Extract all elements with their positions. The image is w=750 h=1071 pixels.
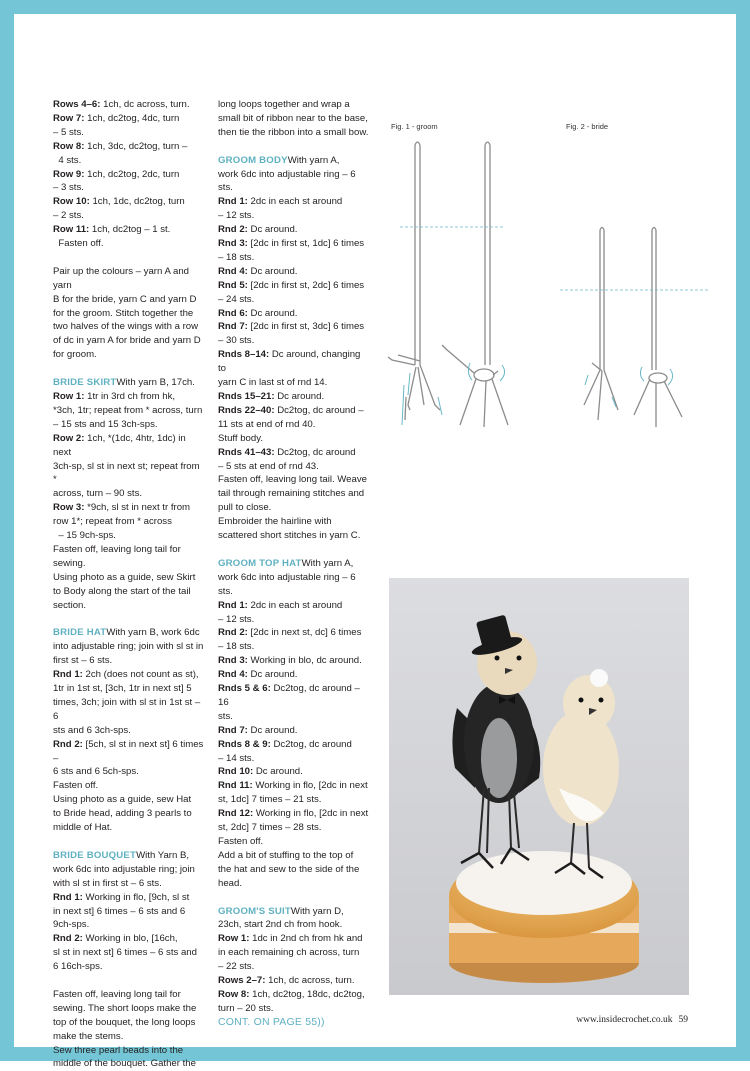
instruction-line: Rnd 6: Dc around. <box>218 307 298 319</box>
instruction-line: Row 7: 1ch, dc2tog, 4dc, turn – 5 sts. <box>53 112 180 138</box>
paragraph: Stuff body. <box>218 432 263 444</box>
paragraph: long loops together and wrap a small bit of ribbon near to the base, then tie the ribbon into a small bow. <box>218 99 369 138</box>
instruction-line: Rnds 41–43: Dc2tog, dc around – 5 sts at end of rnd 43. <box>218 446 356 472</box>
groom-wire-straight <box>388 142 440 420</box>
instruction-line: Rnd 2: Dc around. <box>218 224 298 236</box>
instruction-line: Rnd 10: Dc around. <box>218 766 303 778</box>
page-footer <box>576 1015 688 1025</box>
instruction-line: Rnd 1: 2dc in each st around – 12 sts. <box>218 599 343 625</box>
instruction-line: Rnds 8–14: Dc around, changing to yarn C in last st of rnd 14. <box>218 349 361 389</box>
instruction-line: Rnd 1: Working in flo, [9ch, sl st in next st] 6 times – 6 sts and 6 9ch-sps. <box>53 891 190 931</box>
arrow-icon <box>668 369 673 385</box>
arrow-icon <box>402 385 404 425</box>
instruction-line: Rnds 22–40: Dc2tog, dc around – 11 sts at end of rnd 40. <box>218 404 364 430</box>
section-heading: BRIDE BOUQUETWith Yarn B, work 6dc into adjustable ring; join with sl st in first st – 6 sts. <box>53 849 195 889</box>
column-2 <box>218 98 370 1030</box>
paragraph: Using photo as a guide, sew Skirt to Body along the start of the tail section. <box>53 571 196 611</box>
instruction-line: Rnd 7: [2dc in first st, 3dc] 6 times – 30 sts. <box>218 321 365 347</box>
page-number: 59 <box>678 1015 688 1025</box>
section-heading: GROOM TOP HATWith yarn A, work 6dc into adjustable ring – 6 sts. <box>218 557 356 597</box>
paragraph: Using photo as a guide, sew Hat to Bride head, adding 3 pearls to middle of Hat. <box>53 794 192 834</box>
paragraph: Fasten off, leaving long tail. Weave tail through remaining stitches and pull to close. Embroider the hairline with scattered short stitches in yarn C. <box>218 474 367 542</box>
instruction-line: Rnd 11: Working in flo, [2dc in next st, 1dc] 7 times – 21 sts. <box>218 780 368 806</box>
instruction-line: Rnds 8 & 9: Dc2tog, dc around – 14 sts. <box>218 738 352 764</box>
instruction-line: Row 10: 1ch, 1dc, dc2tog, turn – 2 sts. <box>53 196 185 222</box>
paragraph: Fasten off, leaving long tail for sewing. The short loops make the top of the bouquet, the long loops make the stems. Sew three pearl beads into the middle of the bouquet. Gather the <box>53 988 197 1070</box>
fig2-label: Fig. 2 - bride <box>566 122 609 131</box>
continued-note[interactable]: CONT. ON PAGE 55)) <box>218 1015 325 1028</box>
section-heading: BRIDE HATWith yarn B, work 6dc into adjustable ring; join with sl st in first st – 6 sts. <box>53 627 204 667</box>
wire-diagram <box>380 135 710 435</box>
instruction-line: Rnd 4: Dc around. <box>218 265 298 277</box>
instruction-line: Rows 4–6: 1ch, dc across, turn. <box>53 99 190 110</box>
arrow-icon <box>438 397 442 415</box>
instruction-line: Rnd 1: 2dc in each st around – 12 sts. <box>218 196 343 222</box>
bride-wire-twisted <box>634 228 682 428</box>
fig1-label: Fig. 1 - groom <box>391 122 438 131</box>
instruction-line: Rnd 3: [2dc in first st, 1dc] 6 times – 18 sts. <box>218 238 365 263</box>
arrow-icon <box>408 373 410 395</box>
bride-wire-straight <box>584 228 618 421</box>
cake-topper-photo <box>389 578 689 995</box>
paragraph: Add a bit of stuffing to the top of the hat and sew to the side of the head. <box>218 849 360 889</box>
instruction-line: Rnd 2: [2dc in next st, dc] 6 times – 18 sts. <box>218 627 362 653</box>
instruction-line: Rnd 1: 2ch (does not count as st), 1tr in 1st st, [3ch, 1tr in next st] 5 times, 3ch; join with sl st in 1st st – 6 sts and 6 3ch-sps. <box>53 669 201 736</box>
instruction-line: Row 8: 1ch, 3dc, dc2tog, turn – 4 sts. <box>53 140 188 166</box>
paragraph: Fasten off. <box>53 780 99 792</box>
instruction-line: Row 8: 1ch, dc2tog, 18dc, dc2tog, turn – 20 sts. <box>218 988 365 1014</box>
paragraph: Fasten off. <box>218 836 264 847</box>
instruction-line: Row 1: 1dc in 2nd ch from hk and in each remaining ch across, turn – 22 sts. <box>218 933 363 973</box>
groom-wire-twisted <box>442 142 508 427</box>
instruction-line: Rnd 2: [5ch, sl st in next st] 6 times – 6 sts and 6 5ch-sps. <box>53 738 204 778</box>
instruction-line: Rnds 5 & 6: Dc2tog, dc around – 16 sts. <box>218 683 360 722</box>
instruction-line: Rnd 2: Working in blo, [16ch, sl st in next st] 6 times – 6 sts and 6 16ch-sps. <box>53 933 197 973</box>
paragraph: Fasten off, leaving long tail for sewing. <box>53 543 181 569</box>
instruction-line: Row 3: *9ch, sl st in next tr from row 1*; repeat from * across – 15 9ch-sps. <box>53 502 191 542</box>
instruction-line: Rnds 15–21: Dc around. <box>218 391 325 403</box>
column-1 <box>53 98 205 1071</box>
section-heading: BRIDE SKIRTWith yarn B, 17ch. <box>53 377 195 389</box>
instruction-line: Row 1: 1tr in 3rd ch from hk, *3ch, 1tr; repeat from * across, turn – 15 sts and 15 3ch-sps. <box>53 391 203 430</box>
instruction-line: Rows 2–7: 1ch, dc across, turn. <box>218 975 355 987</box>
instruction-line: Rnd 5: [2dc in first st, 2dc] 6 times – 24 sts. <box>218 279 365 305</box>
paragraph: Pair up the colours – yarn A and yarn B for the bride, yarn C and yarn D for the groom. Stitch together the two halves of the wings with a row of dc in yarn A for bride and yarn D for groom. <box>53 265 201 361</box>
instruction-line: Row 2: 1ch, *(1dc, 4htr, 1dc) in next 3ch-sp, sl st in next st; repeat from * across, turn – 90 sts. <box>53 432 200 500</box>
instruction-line: Row 11: 1ch, dc2tog – 1 st. Fasten off. <box>53 224 171 250</box>
cake <box>449 851 639 983</box>
arrow-icon <box>640 367 644 381</box>
arrow-icon <box>500 365 505 381</box>
section-heading: GROOM'S SUITWith yarn D, 23ch, start 2nd ch from hook. <box>218 905 344 931</box>
instruction-line: Rnd 12: Working in flo, [2dc in next st, 2dc] 7 times – 28 sts. <box>218 808 369 834</box>
instruction-line: Rnd 7: Dc around. <box>218 724 298 736</box>
instruction-line: Rnd 3: Working in blo, dc around. <box>218 655 362 667</box>
arrow-icon <box>585 375 588 385</box>
instruction-line: Row 9: 1ch, dc2tog, 2dc, turn – 3 sts. <box>53 168 180 194</box>
instruction-line: Rnd 4: Dc around. <box>218 669 298 681</box>
site-url[interactable]: www.insidecrochet.co.uk <box>576 1015 673 1025</box>
section-heading: GROOM BODYWith yarn A, work 6dc into adjustable ring – 6 sts. <box>218 154 356 194</box>
